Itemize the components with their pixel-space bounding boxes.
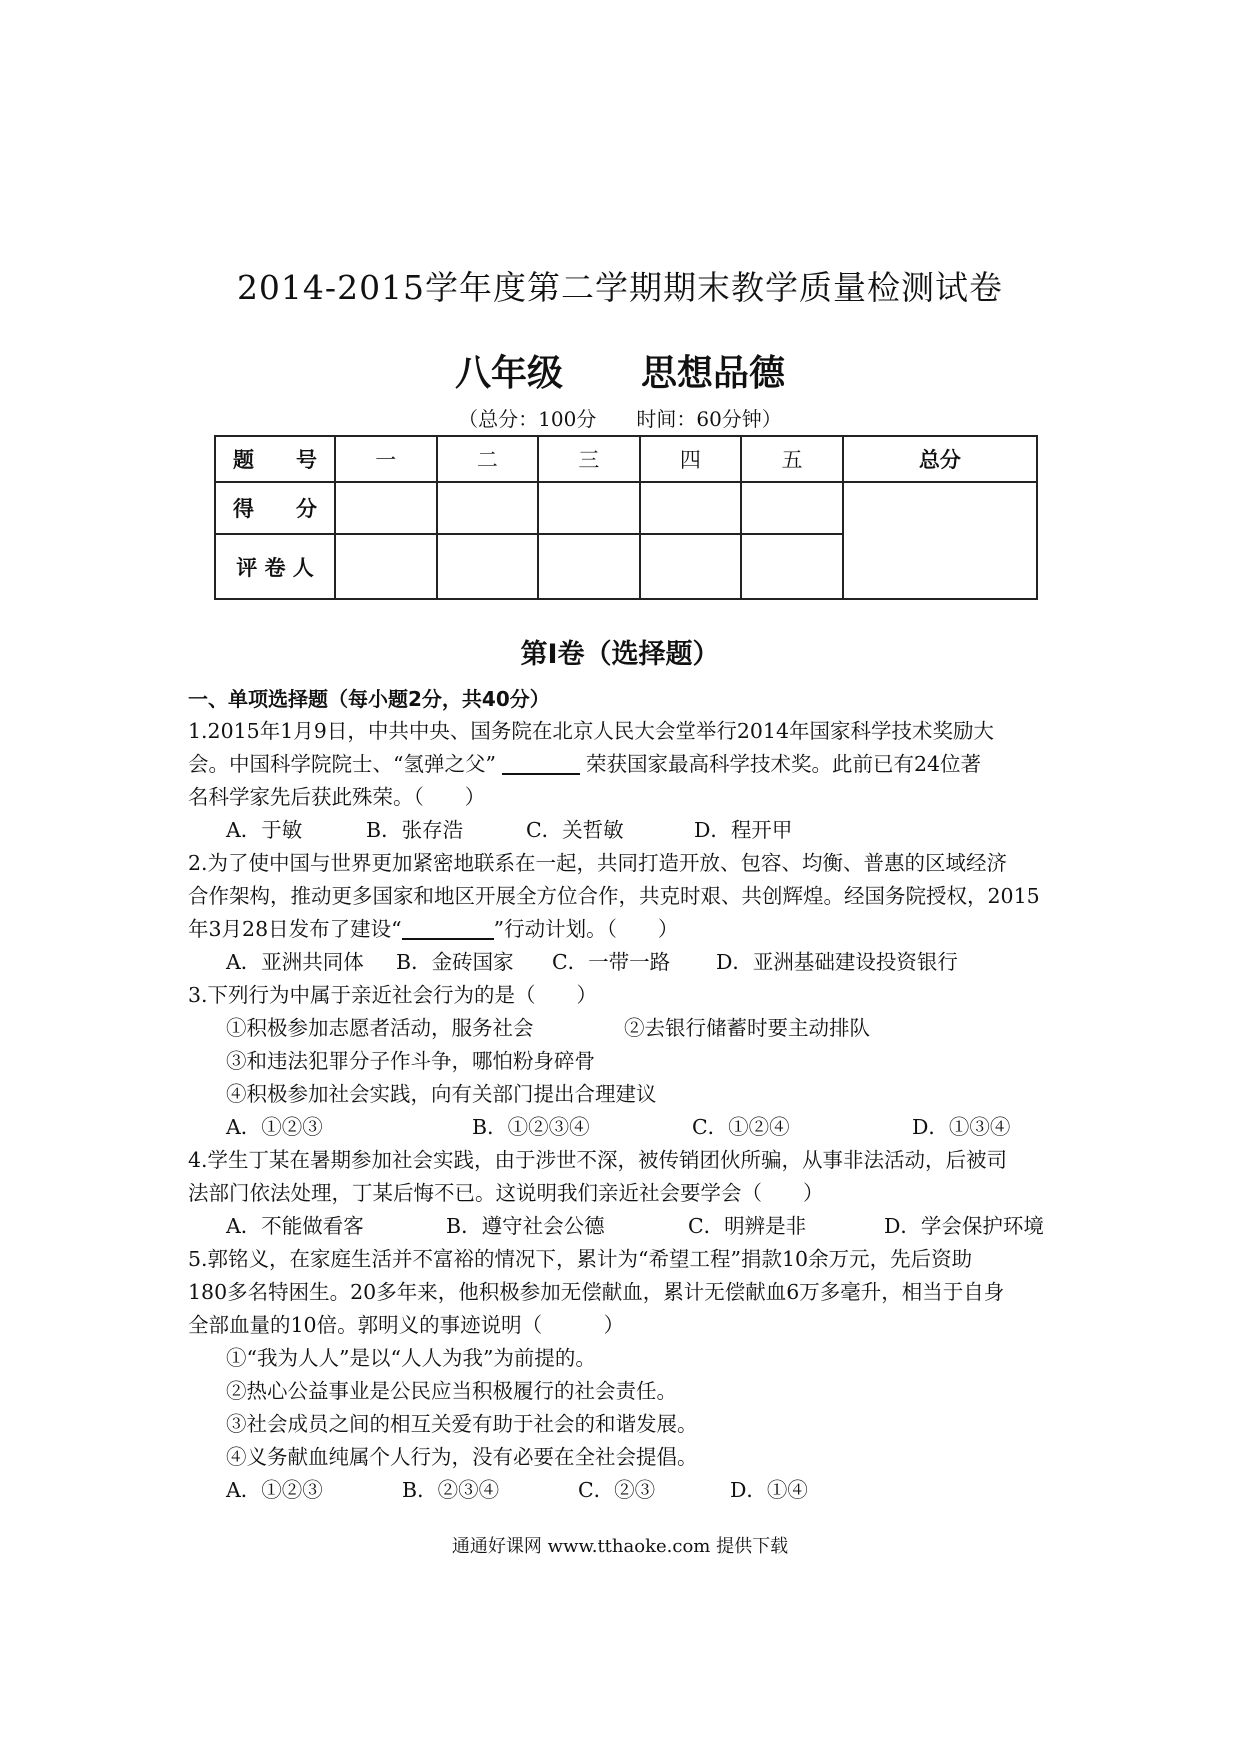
total-label: 总分 (843, 436, 1037, 482)
q2-option-d[interactable]: D．亚洲基础建设投资银行 (716, 950, 958, 974)
col-3: 三 (538, 436, 640, 482)
q3-statement-row-1 (188, 1012, 1068, 1045)
q3-statement-2: ②去银行储蓄时要主动排队 (624, 1016, 870, 1040)
score-cell-2[interactable] (437, 482, 539, 534)
q2-option-c[interactable]: C．一带一路 (552, 950, 671, 974)
q2-line-3b: ”行动计划。（ ） (493, 917, 679, 941)
subject-label: 思想品德 (641, 353, 786, 394)
q3-options (188, 1111, 1068, 1144)
score-row (215, 482, 1037, 534)
score-row-label: 得 分 (215, 482, 335, 534)
score-cell-4[interactable] (640, 482, 742, 534)
q3-statement-3: ③和违法犯罪分子作斗争，哪怕粉身碎骨 (226, 1049, 595, 1073)
questions (188, 715, 1068, 1507)
question-number-label: 题 号 (215, 436, 335, 482)
q5-statement-3: ③社会成员之间的相互关爱有助于社会的和谐发展。 (226, 1412, 698, 1436)
score-cell-3[interactable] (538, 482, 640, 534)
q2-line-2: 合作架构，推动更多国家和地区开展全方位合作，共克时艰、共创辉煌。经国务院授权，2015 (188, 884, 1040, 908)
q4-options (188, 1210, 1068, 1243)
q1-blank[interactable] (502, 751, 580, 775)
q4-line-2: 法部门依法处理，丁某后悔不已。这说明我们亲近社会要学会（ ） (188, 1181, 824, 1205)
q5-options (188, 1474, 1068, 1507)
q1-options (188, 814, 1068, 847)
q5-line-2: 180多名特困生。20多年来，他积极参加无偿献血，累计无偿献血6万多毫升，相当于自身 (188, 1280, 1005, 1304)
score-cell-5[interactable] (741, 482, 843, 534)
col-1: 一 (335, 436, 437, 482)
col-4: 四 (640, 436, 742, 482)
col-2: 二 (437, 436, 539, 482)
q3-statement-1: ①积极参加志愿者活动，服务社会 (226, 1016, 534, 1040)
q4-option-b[interactable]: B．遵守社会公德 (446, 1214, 605, 1238)
q3-option-a[interactable]: A．①②③ (226, 1115, 323, 1139)
total-score-text: （总分：100分 (458, 407, 597, 431)
q2-options (188, 946, 1068, 979)
q5-statement-2: ②热心公益事业是公民应当积极履行的社会责任。 (226, 1379, 677, 1403)
q2-line-3a: 年3月28日发布了建设“ (188, 917, 402, 941)
score-table-header-row (215, 436, 1037, 482)
grader-cell-5[interactable] (741, 534, 843, 599)
grader-cell-1[interactable] (335, 534, 437, 599)
q3-statement-4: ④积极参加社会实践，向有关部门提出合理建议 (226, 1082, 657, 1106)
q5-line-1: 5.郭铭义，在家庭生活并不富裕的情况下，累计为“希望工程”捐款10余万元，先后资助 (188, 1247, 973, 1271)
grade-subject-line (0, 345, 1240, 396)
q1-option-b[interactable]: B．张存浩 (366, 818, 464, 842)
exam-meta (0, 403, 1240, 432)
q4-option-a[interactable]: A．不能做看客 (226, 1214, 364, 1238)
q3-option-d[interactable]: D．①③④ (912, 1115, 1011, 1139)
q3-stem: 3.下列行为中属于亲近社会行为的是（ ） (188, 983, 598, 1007)
q2-line-1: 2.为了使中国与世界更加紧密地联系在一起，共同打造开放、包容、均衡、普惠的区域经济 (188, 851, 1008, 875)
grader-row-label: 评 卷 人 (215, 534, 335, 599)
q2-line-3 (188, 913, 1068, 946)
q5-option-a[interactable]: A．①②③ (226, 1478, 323, 1502)
col-5: 五 (741, 436, 843, 482)
q4-option-d[interactable]: D．学会保护环境 (884, 1214, 1044, 1238)
q5-statement-1: ①“我为人人”是以“人人为我”为前提的。 (226, 1346, 596, 1370)
total-score-cell[interactable] (843, 482, 1037, 599)
q1-line-3: 名科学家先后获此殊荣。（ ） (188, 785, 486, 809)
score-cell-1[interactable] (335, 482, 437, 534)
exam-title: 2014-2015学年度第二学期期末教学质量检测试卷 (236, 268, 1004, 307)
part-title: 第Ⅰ卷（选择题） (520, 639, 720, 670)
q1-line-1: 1.2015年1月9日，中共中央、国务院在北京人民大会堂举行2014年国家科学技术奖励大 (188, 719, 994, 743)
q5-statement-4: ④义务献血纯属个人行为，没有必要在全社会提倡。 (226, 1445, 698, 1469)
q2-blank[interactable] (402, 916, 494, 940)
q5-option-d[interactable]: D．①④ (730, 1478, 808, 1502)
q5-option-b[interactable]: B．②③④ (402, 1478, 500, 1502)
q4-option-c[interactable]: C．明辨是非 (688, 1214, 807, 1238)
q1-option-d[interactable]: D．程开甲 (694, 818, 793, 842)
q3-option-b[interactable]: B．①②③④ (472, 1115, 590, 1139)
q2-option-a[interactable]: A．亚洲共同体 (226, 950, 364, 974)
grade-label: 八年级 (454, 353, 563, 394)
q1-line-2a: 会。中国科学院院士、“氢弹之父” (188, 752, 496, 776)
q1-line-2b: 荣获国家最高科学技术奖。此前已有24位著 (585, 752, 982, 776)
q3-option-c[interactable]: C．①②④ (692, 1115, 790, 1139)
grader-cell-2[interactable] (437, 534, 539, 599)
q1-option-a[interactable]: A．于敏 (226, 818, 303, 842)
q4-line-1: 4.学生丁某在暑期参加社会实践，由于涉世不深，被传销团伙所骗，从事非法活动，后被司 (188, 1148, 1008, 1172)
q5-line-3: 全部血量的10倍。郭明义的事迹说明（ ） (188, 1313, 625, 1337)
q1-line-2 (188, 748, 1068, 781)
score-table (214, 435, 1038, 600)
q1-option-c[interactable]: C．关哲敏 (526, 818, 624, 842)
time-text: 时间：60分钟） (636, 407, 782, 431)
section-title: 一、单项选择题（每小题2分，共40分） (188, 687, 550, 711)
q5-option-c[interactable]: C．②③ (578, 1478, 656, 1502)
footer-download-note: 通通好课网 www.tthaoke.com 提供下载 (451, 1536, 789, 1557)
grader-cell-4[interactable] (640, 534, 742, 599)
grader-cell-3[interactable] (538, 534, 640, 599)
q2-option-b[interactable]: B．金砖国家 (396, 950, 514, 974)
